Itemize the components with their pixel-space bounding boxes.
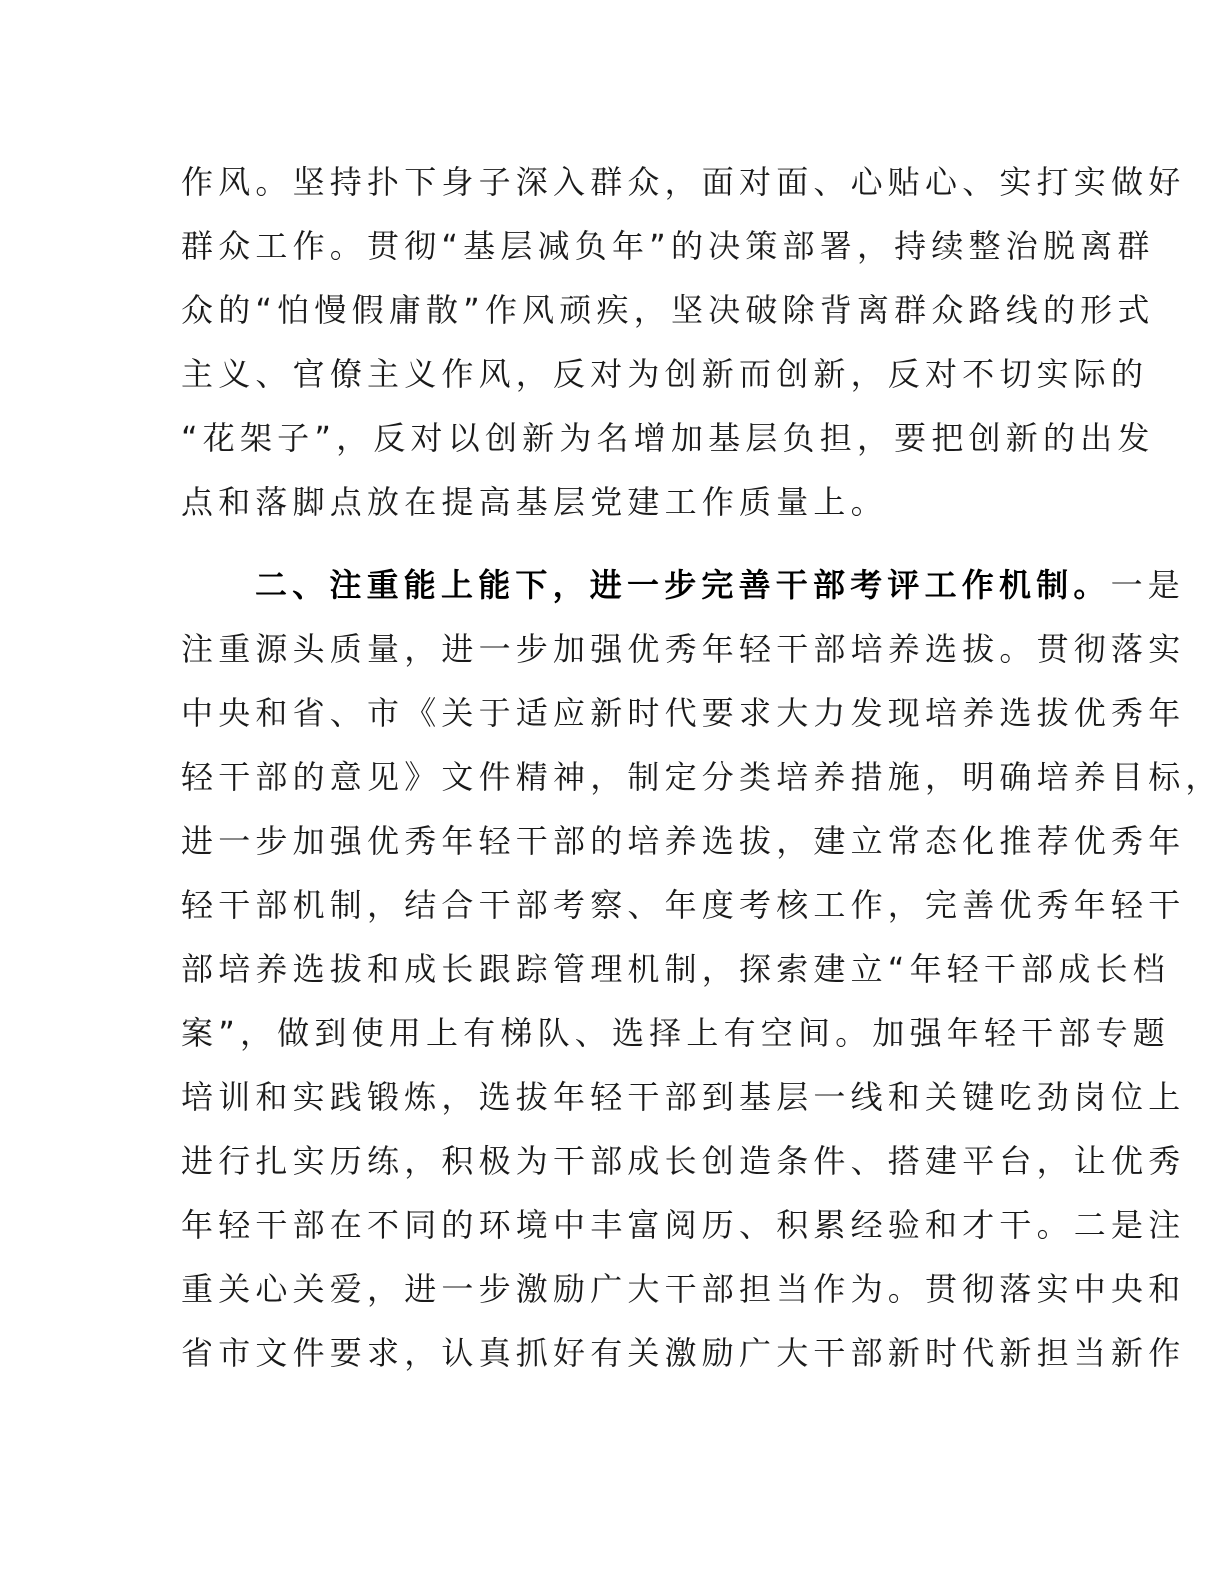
section-heading-line: [181, 553, 1186, 617]
text-line: 进一步加强优秀年轻干部的培养选拔，建立常态化推荐优秀年: [181, 822, 1186, 860]
paragraph-continued: [181, 150, 1186, 534]
text-line: 轻干部机制，结合干部考察、年度考核工作，完善优秀年轻干: [181, 886, 1186, 924]
section-heading: 二、注重能上能下，进一步完善干部考评工作机制。: [255, 566, 1111, 604]
text-line: 群众工作。贯彻“基层减负年”的决策部署，持续整治脱离群: [181, 227, 1155, 265]
text-line: 进行扎实历练，积极为干部成长创造条件、搭建平台，让优秀: [181, 1142, 1186, 1180]
text-line: 轻干部的意见》文件精神，制定分类培养措施，明确培养目标，: [181, 758, 1223, 796]
text-line: 主义、官僚主义作风，反对为创新而创新，反对不切实际的: [181, 355, 1149, 393]
text-line: 作风。坚持扑下身子深入群众，面对面、心贴心、实打实做好: [181, 163, 1186, 201]
heading-line-rest: 一是: [1110, 566, 1186, 604]
paragraph-section-2: [181, 553, 1223, 1385]
text-line: 省市文件要求，认真抓好有关激励广大干部新时代新担当新作: [181, 1334, 1186, 1372]
text-line: 年轻干部在不同的环境中丰富阅历、积累经验和才干。二是注: [181, 1206, 1186, 1244]
text-line: 重关心关爱，进一步激励广大干部担当作为。贯彻落实中央和: [181, 1270, 1186, 1308]
text-line: 点和落脚点放在提高基层党建工作质量上。: [181, 483, 888, 521]
text-line: 众的“怕慢假庸散”作风顽疾，坚决破除背离群众路线的形式: [181, 291, 1155, 329]
text-line: “花架子”，反对以创新为名增加基层负担，要把创新的出发: [181, 419, 1155, 457]
text-line: 注重源头质量，进一步加强优秀年轻干部培养选拔。贯彻落实: [181, 630, 1186, 668]
text-line: 培训和实践锻炼，选拔年轻干部到基层一线和关键吃劲岗位上: [181, 1078, 1186, 1116]
text-line: 案”，做到使用上有梯队、选择上有空间。加强年轻干部专题: [181, 1014, 1170, 1052]
text-line: 部培养选拔和成长跟踪管理机制，探索建立“年轻干部成长档: [181, 950, 1170, 988]
text-line: 中央和省、市《关于适应新时代要求大力发现培养选拔优秀年: [181, 694, 1186, 732]
